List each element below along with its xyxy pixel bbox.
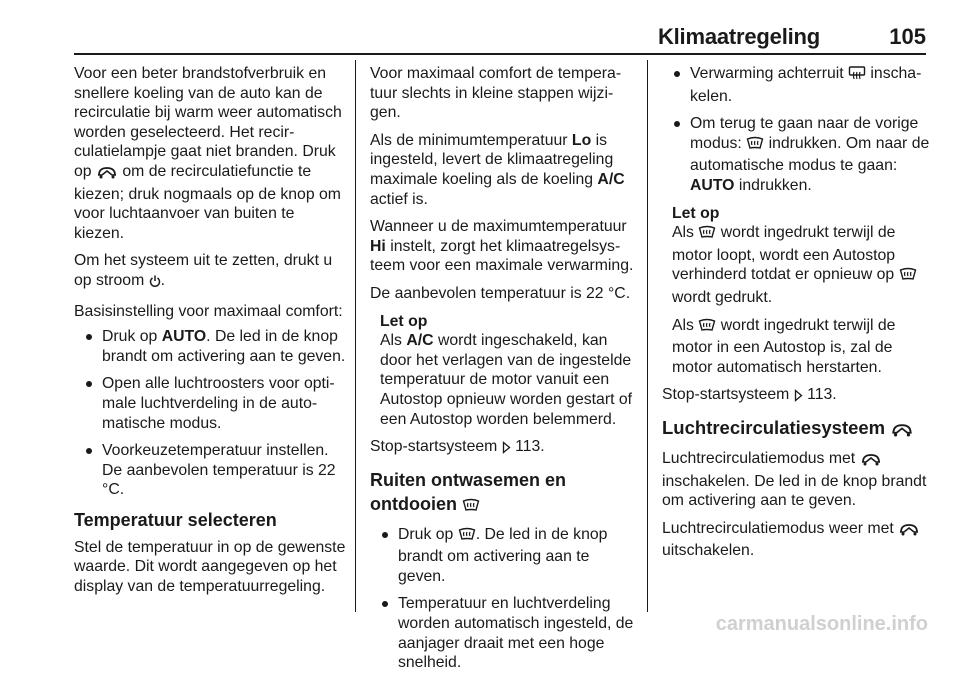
windscreen-defrost-icon <box>698 224 716 246</box>
bullet-dot <box>674 121 680 127</box>
paragraph: Als wordt ingedrukt terwijl de motor in een Autostop is, zal de motor automatisch herstarten. <box>672 316 896 376</box>
column-divider-2 <box>647 60 648 612</box>
paragraph: Voor maximaal comfort de temperatuur slechts in kleine stappen wijzigen. <box>370 65 622 122</box>
paragraph: Stel de temperatuur in op de gewenste waarde. Dit wordt aangegeven op het display van de temperatuurregeling. <box>74 538 346 596</box>
column-divider-1 <box>355 60 356 612</box>
paragraph: Om het systeem uit te zetten, drukt u op stroom . <box>74 251 346 293</box>
paragraph: Luchtrecirculatiemodus weer met uitschakelen. <box>662 519 930 561</box>
windscreen-defrost-icon <box>462 495 480 519</box>
column-3 <box>662 64 930 569</box>
note-title: Let op <box>672 204 720 222</box>
list-item: Open alle luchtroosters voor optimale luchtverdeling in de automatische modus. <box>74 374 346 433</box>
section-heading: Ruiten ontwasemen en ontdooien <box>370 468 638 519</box>
bullet-dot <box>674 71 680 77</box>
list-item: Verwarming achterruit inschakelen. <box>662 64 930 106</box>
windscreen-defrost-icon <box>746 135 764 157</box>
recirculation-icon <box>898 522 920 542</box>
section-heading: Temperatuur selecteren <box>74 509 277 530</box>
cross-reference: Stop-startsysteem 113. <box>662 385 930 408</box>
list-item: Druk op . De led in de knop brandt om activering aan te geven. <box>370 525 638 587</box>
recirculation-icon <box>860 452 882 472</box>
paragraph: Voor een beter brandstofverbruik en snellere koeling van de auto kan de recirculatie bij warm weer automatisch worden geselecteerd. Het recirculatielampje gaat niet branden. Druk op om de recirculatiefunctie te kiezen; druk nogmaals op de knop om voor luchtaanvoer van buiten te kiezen. <box>74 65 342 242</box>
windscreen-defrost-icon <box>698 317 716 339</box>
bullet-dot <box>382 532 388 538</box>
paragraph: Luchtrecirculatiemodus met inschakelen. De led in de knop brandt om activering aan te geven. <box>662 449 927 510</box>
windscreen-defrost-icon <box>458 526 476 548</box>
paragraph: Basisinstelling voor maximaal comfort: <box>74 302 343 320</box>
recirculation-icon <box>890 419 914 443</box>
list-item: Druk op AUTO. De led in de knop brandt om activering aan te geven. <box>74 327 346 366</box>
windscreen-defrost-icon <box>899 266 917 288</box>
note-box: Let op Als A/C wordt ingeschakeld, kan door het verlagen van de ingestelde temperatuur de motor vanuit een Autostop opnieuw worden gestart of een Autostop worden belemmerd. <box>370 312 638 430</box>
note-box <box>662 204 930 378</box>
bullet-dot <box>86 448 92 454</box>
column-2 <box>370 64 638 681</box>
paragraph: Wanneer u de maximumtemperatuur Hi instelt, zorgt het klimaatregelsysteem voor een maximale verwarming. <box>370 218 634 275</box>
paragraph: Als wordt ingedrukt terwijl de motor loopt, wordt een Autostop verhinderd totdat er opnieuw op wordt gedrukt. <box>672 223 930 307</box>
page-reference-arrow-icon <box>794 388 803 408</box>
section-heading: Luchtrecirculatiesysteem <box>662 416 930 443</box>
bullet-dot <box>382 601 388 607</box>
watermark-text: carmanualsonline.info <box>715 613 928 635</box>
list-item: Temperatuur en luchtverdeling worden automatisch ingesteld, de aanjager draait met een hoge snelheid. <box>370 594 638 672</box>
power-icon <box>149 274 161 294</box>
cross-reference: Stop-startsysteem 113. <box>370 437 638 460</box>
page-reference-arrow-icon <box>502 440 511 460</box>
page-header-title: Klimaatregeling <box>657 24 820 49</box>
note-title: Let op <box>380 312 428 330</box>
rear-window-heating-icon <box>848 65 866 87</box>
bullet-dot <box>86 334 92 340</box>
paragraph: De aanbevolen temperatuur is 22 °C. <box>370 284 631 302</box>
recirculation-icon <box>96 165 118 185</box>
header-rule <box>74 53 926 55</box>
page-number: 105 <box>889 24 926 49</box>
paragraph: Als de minimumtemperatuur Lo is ingesteld, levert de klimaatregeling maximale koeling als de koeling A/C actief is. <box>370 131 625 208</box>
list-item: Voorkeuzetemperatuur instellen. De aanbevolen temperatuur is 22 °C. <box>74 441 346 500</box>
list-item: Om terug te gaan naar de vorige modus: indrukken. Om naar de automatische modus te gaan: AUTO indrukken. <box>662 114 930 195</box>
bullet-dot <box>86 381 92 387</box>
column-1 <box>74 64 346 605</box>
